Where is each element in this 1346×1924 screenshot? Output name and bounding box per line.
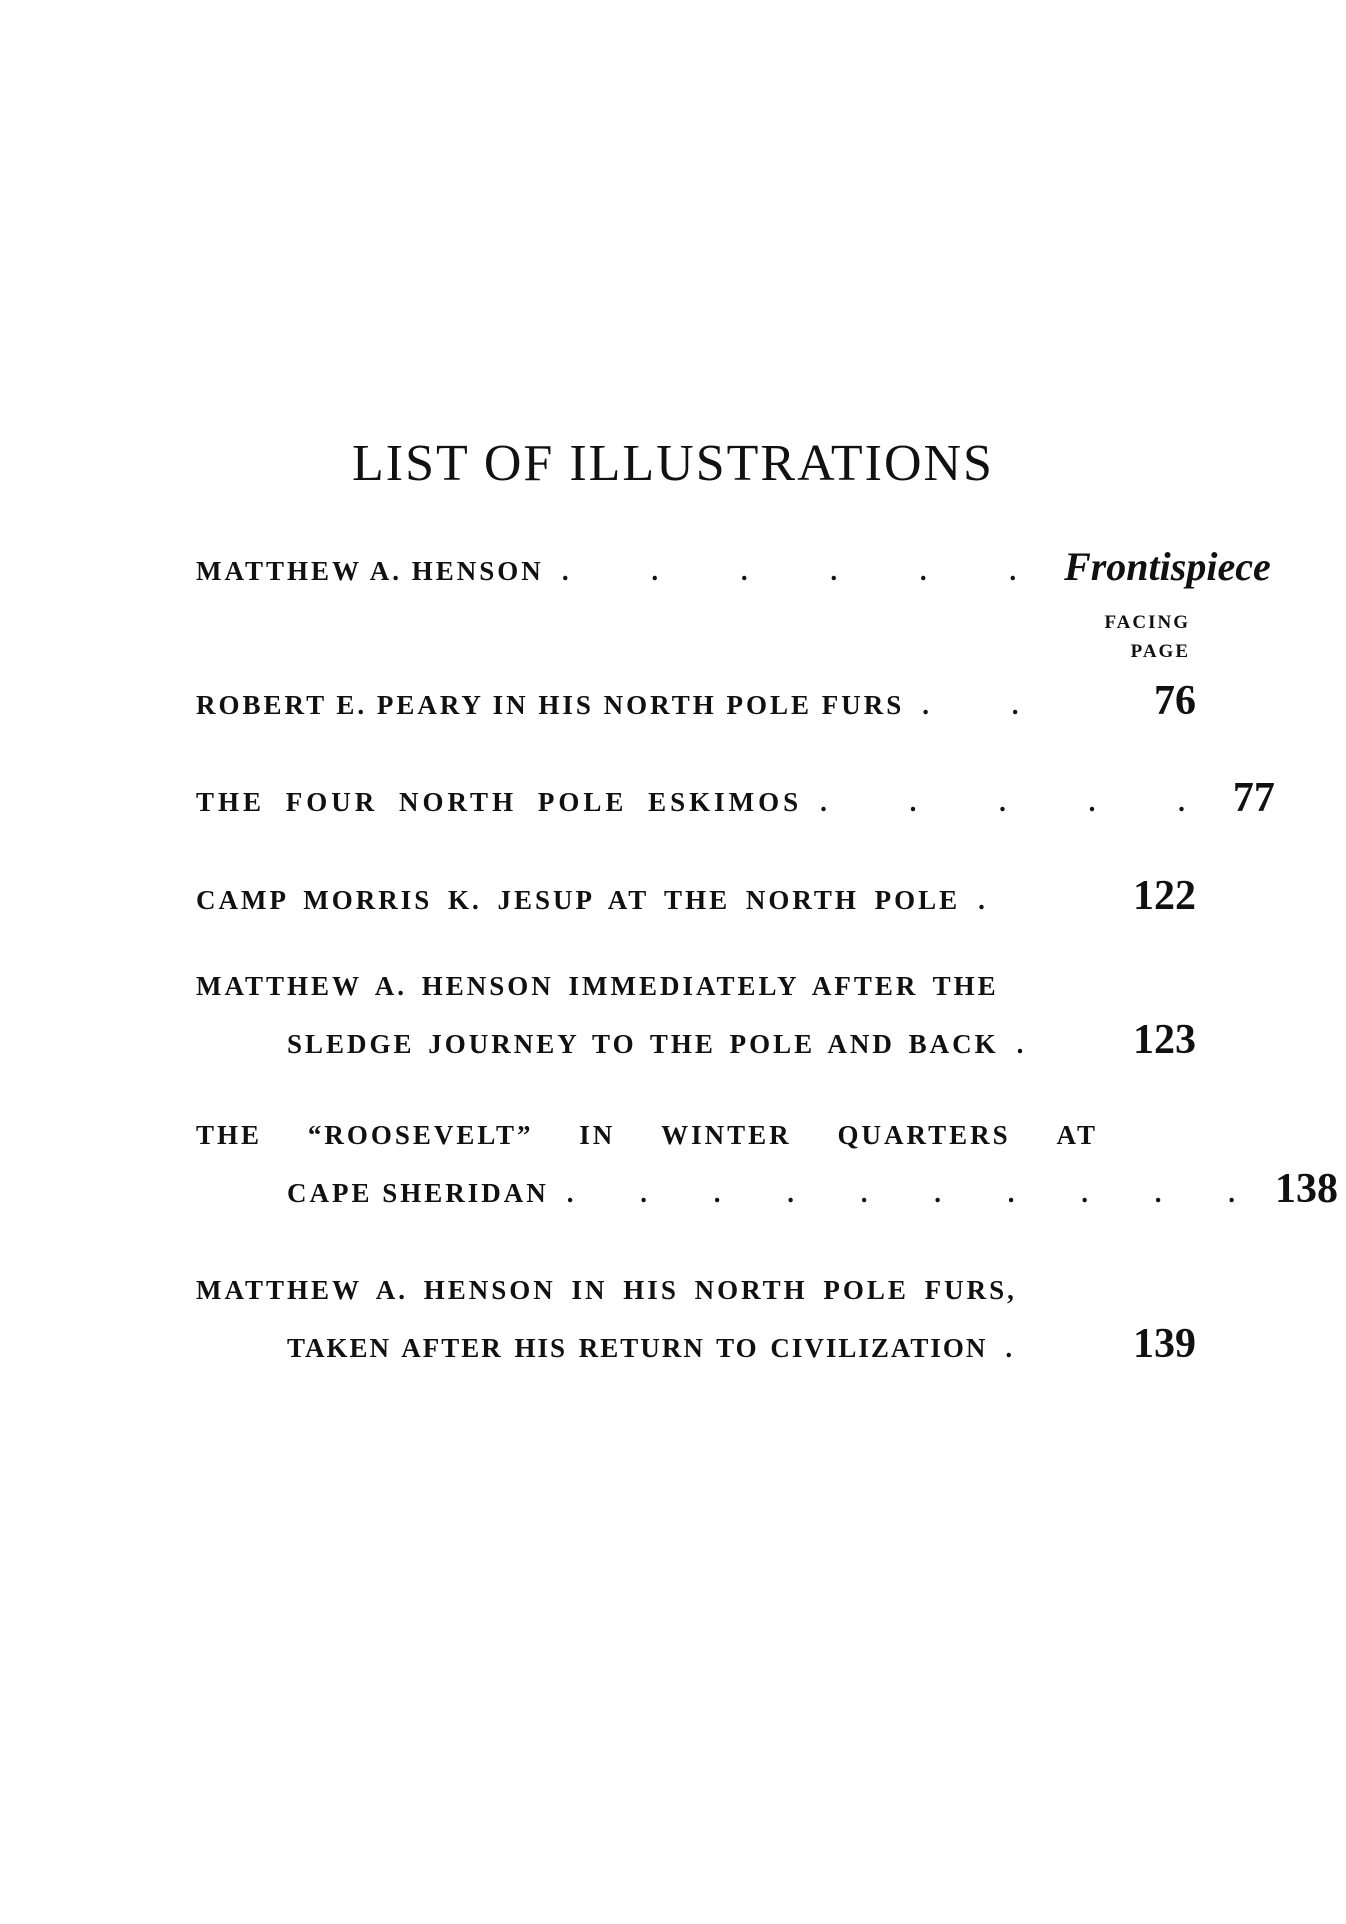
entry-line	[196, 875, 1196, 921]
dot-leader: . . . . . .	[561, 556, 1055, 586]
page-number: 138	[1275, 1166, 1339, 1212]
entry-line	[196, 1122, 1196, 1168]
list-item	[196, 544, 1271, 593]
page-number: 77	[1232, 775, 1275, 821]
dot-leader: . . . . . . . . . .	[566, 1178, 1266, 1208]
list-item	[196, 1120, 1339, 1214]
dot-leader: .	[978, 885, 1023, 915]
entry-caption: MATTHEW A. HENSON IMMEDIATELY AFTER THE	[196, 971, 999, 1001]
entry-caption: CAPE SHERIDAN	[287, 1178, 549, 1208]
entry-caption: ROBERT E. PEARY IN HIS NORTH POLE FURS	[196, 690, 905, 720]
entry-caption: CAMP MORRIS K. JESUP AT THE NORTH POLE	[196, 885, 961, 915]
entry-caption: TAKEN AFTER HIS RETURN TO CIVILIZATION	[287, 1333, 988, 1363]
dot-leader: .	[1005, 1333, 1051, 1363]
page-number: 122	[1133, 873, 1196, 919]
entry-caption: THE “ROOSEVELT” IN WINTER QUARTERS AT	[196, 1120, 1098, 1150]
entry-caption: SLEDGE JOURNEY TO THE POLE AND BACK	[287, 1029, 999, 1059]
dot-leader: . .	[922, 690, 1057, 720]
page-number: 76	[1154, 678, 1196, 724]
page-number: 139	[1133, 1321, 1196, 1367]
entry-caption: MATTHEW A. HENSON IN HIS NORTH POLE FURS,	[196, 1275, 1017, 1305]
entry-line	[196, 544, 1271, 593]
dot-leader: . . . . .	[820, 787, 1223, 817]
facing-header-line1: FACING	[1104, 612, 1190, 633]
list-item	[196, 1277, 1196, 1369]
frontispiece-label: Frontispiece	[1064, 544, 1271, 589]
dot-leader: .	[1016, 1029, 1062, 1059]
list-item	[196, 680, 1196, 726]
page-number: 123	[1133, 1017, 1196, 1063]
entry-line	[196, 1277, 1196, 1323]
facing-page-header	[1070, 608, 1190, 666]
entry-line	[196, 1323, 1196, 1369]
entry-line	[196, 775, 1275, 823]
facing-header-line2: PAGE	[1130, 641, 1190, 662]
list-item	[196, 973, 1196, 1065]
list-item	[196, 775, 1275, 823]
page-title: LIST OF ILLUSTRATIONS	[352, 435, 994, 492]
entry-caption: MATTHEW A. HENSON	[196, 556, 544, 586]
entry-caption: THE FOUR NORTH POLE ESKIMOS	[196, 787, 803, 817]
entry-line	[196, 973, 1196, 1019]
entry-line	[196, 680, 1196, 726]
entry-line	[196, 1166, 1339, 1214]
entry-line	[196, 1019, 1196, 1065]
list-item	[196, 875, 1196, 921]
